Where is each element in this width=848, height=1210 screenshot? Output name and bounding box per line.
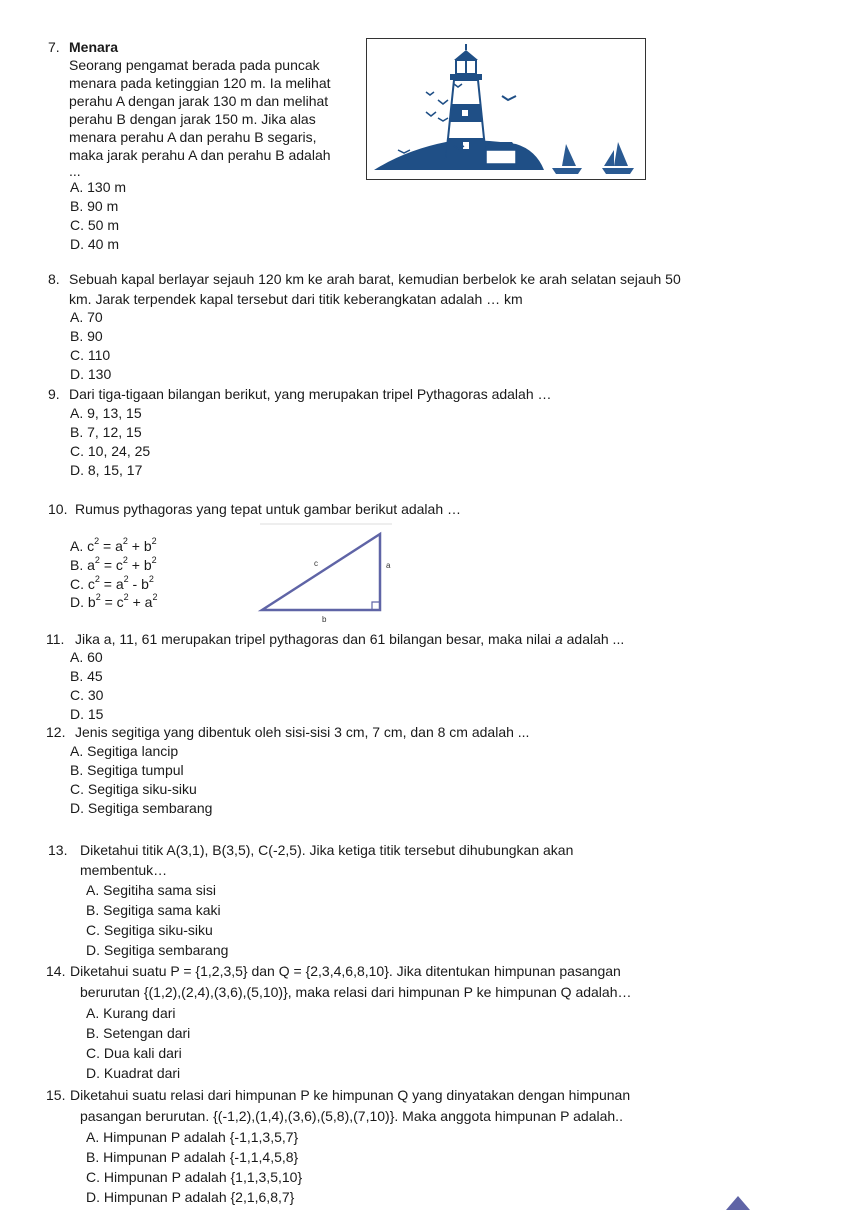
q9-number: 9. bbox=[48, 386, 60, 402]
q13-option-c: C. Segitiga siku-siku bbox=[86, 922, 213, 938]
q11-option-a: A. 60 bbox=[70, 649, 103, 665]
q7-line: ... bbox=[69, 163, 81, 179]
q10-option-b: B. $a^2 = c^2 + b^2$ bbox=[70, 555, 157, 573]
q14-option-b: B. Setengan dari bbox=[86, 1025, 191, 1041]
q15-line1: Diketahui suatu relasi dari himpunan P ke himpunan Q yang dinyatakan dengan himpunan bbox=[70, 1087, 631, 1103]
q10-option-a: A. $c^2 = a^2 + b^2$ bbox=[70, 536, 157, 554]
q7-option-a: A. 130 m bbox=[70, 179, 127, 195]
q10-option-d: D. $b^2 = c^2 + a^2$ bbox=[70, 592, 158, 610]
q8-option-a: A. 70 bbox=[70, 309, 103, 325]
q8-option-c: C. 110 bbox=[70, 347, 111, 363]
right-triangle-figure bbox=[252, 522, 398, 626]
q15-line2: pasangan berurutan. {(-1,2),(1,4),(3,6),(5,8),(7,10)}. Maka anggota himpunan P adalah.. bbox=[80, 1108, 623, 1124]
q7-line: perahu A dengan jarak 130 m dan melihat bbox=[69, 93, 329, 109]
q7-line: maka jarak perahu A dan perahu B adalah bbox=[69, 147, 331, 163]
q10-number: 10. bbox=[48, 501, 68, 517]
q13-line1: Diketahui titik A(3,1), B(3,5), C(-2,5). Jika ketiga titik tersebut dihubungkan akan bbox=[80, 842, 574, 858]
q13-line2: membentuk… bbox=[80, 862, 168, 878]
q7-line: perahu B dengan jarak 150 m. Jika alas bbox=[69, 111, 316, 127]
label-c: c bbox=[314, 559, 318, 568]
q15-number: 15. bbox=[46, 1087, 66, 1103]
q13-option-b: B. Segitiga sama kaki bbox=[86, 902, 221, 918]
q14-option-c: C. Dua kali dari bbox=[86, 1045, 182, 1061]
q15-option-a: A. Himpunan P adalah {-1,1,3,5,7} bbox=[86, 1129, 299, 1145]
q12-option-b: B. Segitiga tumpul bbox=[70, 762, 184, 778]
q11-option-d: D. 15 bbox=[70, 706, 104, 722]
q7-line: menara perahu A dan perahu B segaris, bbox=[69, 129, 317, 145]
lighthouse-illustration bbox=[366, 38, 646, 180]
q12-option-a: A. Segitiga lancip bbox=[70, 743, 179, 759]
label-a: a bbox=[386, 561, 391, 570]
q7-line: Seorang pengamat berada pada puncak bbox=[69, 57, 320, 73]
q9-option-b: B. 7, 12, 15 bbox=[70, 424, 142, 440]
q13-option-a: A. Segitiha sama sisi bbox=[86, 882, 216, 898]
q8-line2: km. Jarak terpendek kapal tersebut dari titik keberangkatan adalah … km bbox=[69, 291, 523, 307]
q12-option-d: D. Segitiga sembarang bbox=[70, 800, 213, 816]
q15-option-c: C. Himpunan P adalah {1,1,3,5,10} bbox=[86, 1169, 303, 1185]
q7-option-d: D. 40 m bbox=[70, 236, 120, 252]
q11-option-b: B. 45 bbox=[70, 668, 103, 684]
q7-option-b: B. 90 m bbox=[70, 198, 119, 214]
q12-number: 12. bbox=[46, 724, 66, 740]
q12-text: Jenis segitiga yang dibentuk oleh sisi-sisi 3 cm, 7 cm, dan 8 cm adalah ... bbox=[75, 724, 530, 740]
q14-number: 14. bbox=[46, 963, 66, 979]
q14-line2: berurutan {(1,2),(2,4),(3,6),(5,10)}, maka relasi dari himpunan P ke himpunan Q adalah… bbox=[80, 984, 632, 1000]
q14-line1: Diketahui suatu P = {1,2,3,5} dan Q = {2,3,4,6,8,10}. Jika ditentukan himpunan pasangan bbox=[70, 963, 621, 979]
q14-option-d: D. Kuadrat dari bbox=[86, 1065, 181, 1081]
q9-text: Dari tiga-tigaan bilangan berikut, yang merupakan tripel Pythagoras adalah … bbox=[69, 386, 552, 402]
q13-number: 13. bbox=[48, 842, 68, 858]
partial-triangle-shape bbox=[718, 1196, 758, 1210]
q9-option-a: A. 9, 13, 15 bbox=[70, 405, 142, 421]
q7-option-c: C. 50 m bbox=[70, 217, 120, 233]
q11-text: Jika a, 11, 61 merupakan tripel pythagoras dan 61 bilangan besar, maka nilai a adalah ... bbox=[75, 631, 625, 647]
q15-option-b: B. Himpunan P adalah {-1,1,4,5,8} bbox=[86, 1149, 299, 1165]
q8-line1: Sebuah kapal berlayar sejauh 120 km ke arah barat, kemudian berbelok ke arah selatan sejauh 50 bbox=[69, 271, 681, 287]
q10-option-c: C. $c^2 = a^2 - b^2$ bbox=[70, 574, 154, 592]
q7-title: Menara bbox=[69, 39, 119, 55]
q9-option-c: C. 10, 24, 25 bbox=[70, 443, 151, 459]
q8-number: 8. bbox=[48, 271, 60, 287]
q11-option-c: C. 30 bbox=[70, 687, 104, 703]
q8-option-b: B. 90 bbox=[70, 328, 103, 344]
q12-option-c: C. Segitiga siku-siku bbox=[70, 781, 197, 797]
label-b: b bbox=[322, 615, 327, 624]
q10-text: Rumus pythagoras yang tepat untuk gambar berikut adalah … bbox=[75, 501, 462, 517]
q11-number: 11. bbox=[46, 631, 65, 647]
q14-option-a: A. Kurang dari bbox=[86, 1005, 176, 1021]
q9-option-d: D. 8, 15, 17 bbox=[70, 462, 143, 478]
q8-option-d: D. 130 bbox=[70, 366, 112, 382]
q7-number: 7. bbox=[48, 39, 60, 55]
q13-option-d: D. Segitiga sembarang bbox=[86, 942, 229, 958]
q15-option-d: D. Himpunan P adalah {2,1,6,8,7} bbox=[86, 1189, 295, 1205]
q7-line: menara pada ketinggian 120 m. Ia melihat bbox=[69, 75, 331, 91]
